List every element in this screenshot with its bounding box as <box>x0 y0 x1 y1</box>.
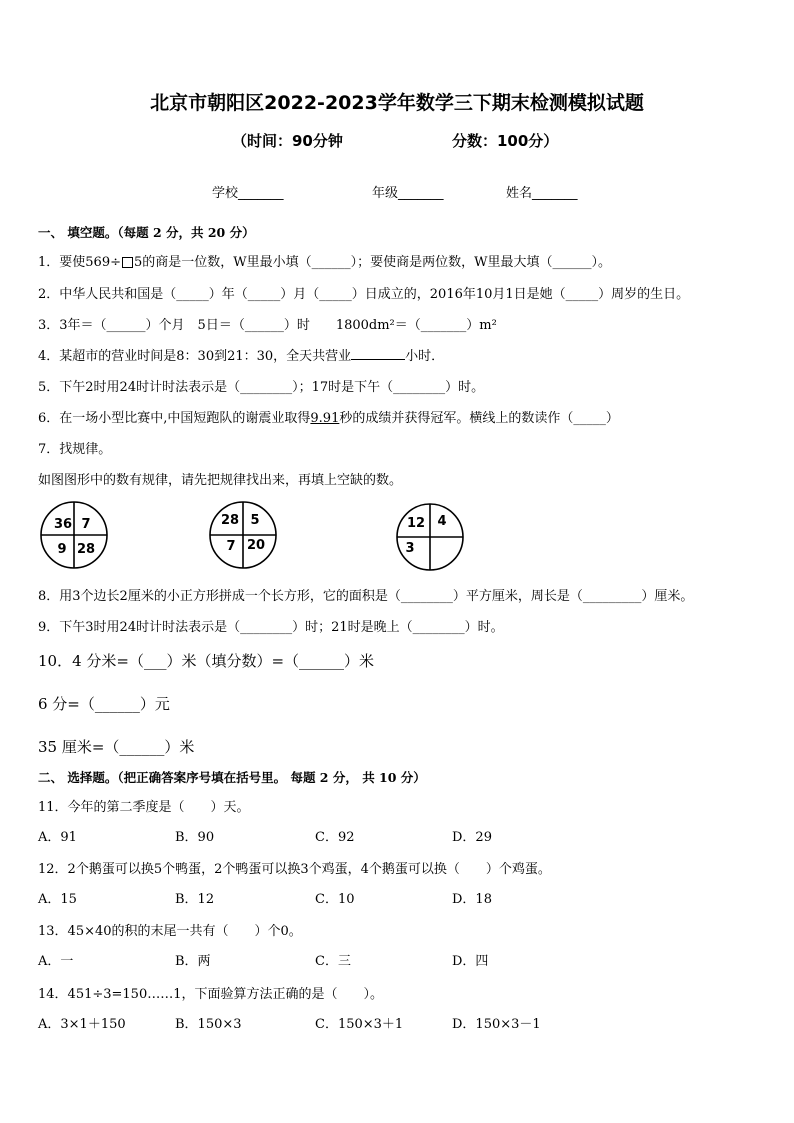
option-d[interactable]: D．150×3－1 <box>452 1017 541 1032</box>
circle-2-top-right: 5 <box>250 513 260 528</box>
option-b[interactable]: B．两 <box>175 954 211 969</box>
question-14: 14．451÷3=150……1，下面验算方法正确的是（ ）。 <box>38 987 383 1002</box>
option-d[interactable]: D．29 <box>452 830 492 845</box>
circle-1-top-right: 7 <box>81 517 91 532</box>
pattern-circle-1 <box>41 502 107 568</box>
question-2: 2．中华人民共和国是（_____）年（_____）月（_____）日成立的，2016年10月1日是她（_____）周岁的生日。 <box>38 287 690 302</box>
option-d[interactable]: D．18 <box>452 892 492 907</box>
underlined-number: 9.91 <box>310 411 340 426</box>
circle-3-top-right: 4 <box>437 514 447 529</box>
question-1-text-pre: 1．要使569÷ <box>38 255 121 270</box>
question-6 <box>38 407 619 426</box>
question-6-text-post: 秒的成绩并获得冠军。横线上的数读作（_____） <box>339 411 619 426</box>
option-a[interactable]: A．3×1＋150 <box>38 1017 126 1032</box>
question-9: 9．下午3时用24时计时法表示是（________）时；21时是晚上（________）时。 <box>38 620 504 635</box>
question-10-part-b: 6 分=（______）元 <box>38 695 170 713</box>
question-12: 12．2个鹅蛋可以换5个鸭蛋，2个鸭蛋可以换3个鸡蛋，4个鹅蛋可以换（ ）个鸡蛋。 <box>38 862 551 877</box>
school-field[interactable]: 学校_______ <box>212 186 284 201</box>
option-b[interactable]: B．150×3 <box>175 1017 242 1032</box>
circle-3-top-left: 12 <box>406 516 426 531</box>
circle-1-bottom-left: 9 <box>57 542 67 557</box>
circle-1-top-left: 36 <box>53 517 73 532</box>
question-11: 11．今年的第二季度是（ ）天。 <box>38 800 250 815</box>
section2-heading: 二、 选择题。（把正确答案序号填在括号里。 每题 2 分， 共 10 分） <box>38 770 426 785</box>
page-title: 北京市朝阳区2022-2023学年数学三下期末检测模拟试题 <box>150 92 644 114</box>
question-10-part-c: 35 厘米=（______）米 <box>38 738 195 756</box>
question-6-text-pre: 6．在一场小型比赛中,中国短跑队的谢震业取得 <box>38 411 311 426</box>
option-b[interactable]: B．90 <box>175 830 215 845</box>
option-a[interactable]: A．91 <box>38 830 77 845</box>
answer-blank[interactable] <box>351 347 405 360</box>
circle-2-bottom-left: 7 <box>226 539 236 554</box>
question-1 <box>38 251 611 270</box>
option-c[interactable]: C．150×3＋1 <box>315 1017 404 1032</box>
option-c[interactable]: C．92 <box>315 830 355 845</box>
pattern-circle-2 <box>210 502 276 568</box>
circle-2-top-left: 28 <box>220 513 240 528</box>
circle-2-bottom-right: 20 <box>246 538 266 553</box>
pattern-circles-figure <box>36 500 476 580</box>
option-d[interactable]: D．四 <box>452 954 489 969</box>
option-c[interactable]: C．三 <box>315 954 351 969</box>
question-1-text-post: 5的商是一位数，W里最小填（______）；要使商是两位数，W里最大填（______）。 <box>133 255 611 270</box>
blank-square-icon <box>122 257 133 268</box>
option-a[interactable]: A．一 <box>38 954 74 969</box>
question-3: 3．3年＝（______）个月 5日＝（______）时 1800dm²＝（_______）m² <box>38 318 497 333</box>
question-7-description: 如图图形中的数有规律，请先把规律找出来，再填上空缺的数。 <box>38 473 403 488</box>
exam-time: （时间：90分钟 <box>232 132 343 150</box>
question-10: 10．4 分米=（___）米（填分数）=（______）米 <box>38 652 375 670</box>
name-field[interactable]: 姓名_______ <box>506 186 578 201</box>
option-c[interactable]: C．10 <box>315 892 355 907</box>
question-13: 13．45×40的积的末尾一共有（ ）个0。 <box>38 924 302 939</box>
section1-heading: 一、 填空题。（每题 2 分，共 20 分） <box>38 225 255 240</box>
grade-field[interactable]: 年级_______ <box>372 186 444 201</box>
exam-score: 分数：100分） <box>452 132 559 150</box>
question-4-text-post: 小时． <box>405 349 445 364</box>
option-b[interactable]: B．12 <box>175 892 215 907</box>
circle-3-bottom-left: 3 <box>405 541 415 556</box>
question-8: 8．用3个边长2厘米的小正方形拼成一个长方形，它的面积是（________）平方厘米，周长是（_________）厘米。 <box>38 589 694 604</box>
question-5: 5．下午2时用24时计时法表示是（________）；17时是下午（________）时。 <box>38 380 485 395</box>
question-7: 7．找规律。 <box>38 442 112 457</box>
option-a[interactable]: A．15 <box>38 892 77 907</box>
circle-1-bottom-right: 28 <box>76 542 96 557</box>
question-4-text-pre: 4．某超市的营业时间是8：30到21：30，全天共营业 <box>38 349 352 364</box>
question-4 <box>38 345 444 364</box>
pattern-circle-3 <box>397 504 463 570</box>
